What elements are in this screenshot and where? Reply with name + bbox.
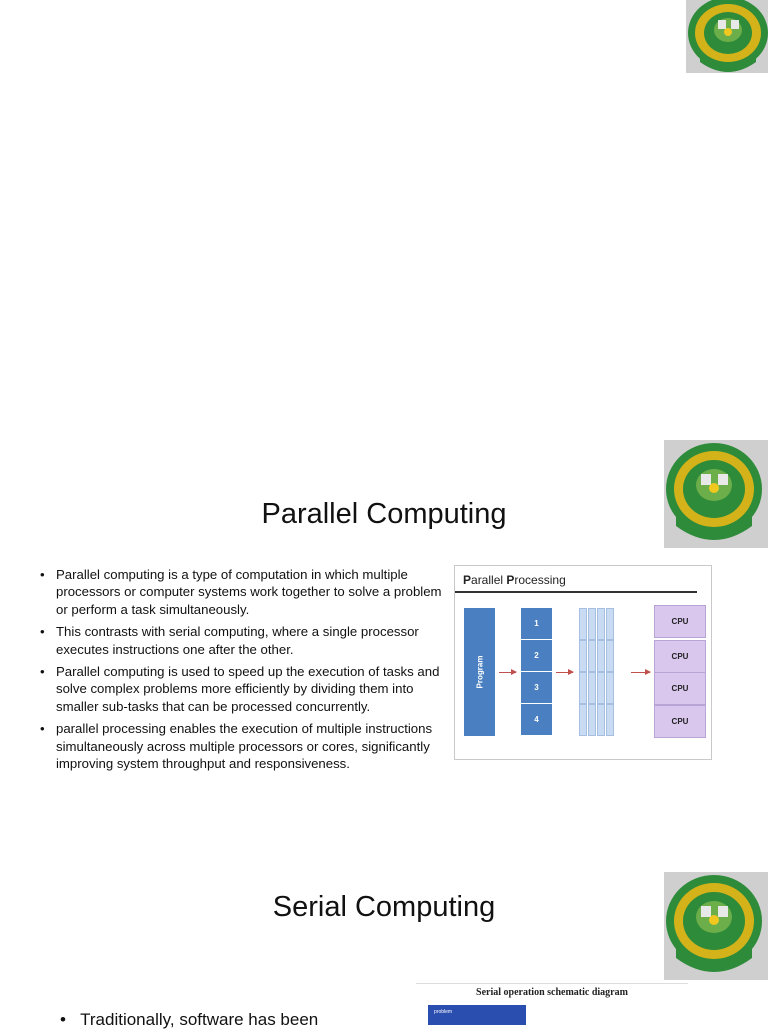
cpu-block: CPU <box>654 672 706 705</box>
subtask-block <box>588 672 596 704</box>
serial-schematic-diagram <box>416 983 688 1025</box>
bullet-list <box>40 566 450 777</box>
subtask-block <box>588 640 596 672</box>
bullet-icon: • <box>40 567 45 582</box>
task-block: 1 <box>521 608 552 640</box>
subtask-block <box>597 672 605 704</box>
diagram-title: Serial operation schematic diagram <box>476 987 628 998</box>
list-item: • Traditionally, software has been <box>60 1010 319 1029</box>
subtask-block <box>606 640 614 672</box>
subtask-block <box>579 640 587 672</box>
arrow-icon <box>556 672 573 673</box>
bullet-icon: • <box>40 664 45 680</box>
cpu-block: CPU <box>654 705 706 738</box>
divider <box>455 591 697 593</box>
subtask-block <box>579 704 587 736</box>
arrow-icon <box>499 672 516 673</box>
subtask-block <box>597 704 605 736</box>
task-block: 2 <box>521 640 552 672</box>
subtask-block <box>606 704 614 736</box>
list-item: • Parallel computing is a type of computation in which multiple processors or computer systems work together to solve a problem or perform a task simultaneously. <box>40 567 442 617</box>
subtask-block <box>597 640 605 672</box>
parallel-processing-diagram <box>454 565 712 760</box>
list-item: • Parallel computing is used to speed up the execution of tasks and solve complex problems more efficiently by dividing them into smaller sub-tasks that can be processed concurrently. <box>40 664 440 714</box>
problem-block: problem <box>428 1005 526 1025</box>
cpu-block: CPU <box>654 640 706 673</box>
subtask-block <box>606 672 614 704</box>
bullet-icon: • <box>40 721 45 737</box>
subtask-block <box>597 608 605 640</box>
futo-logo <box>686 0 768 73</box>
task-block: 4 <box>521 704 552 736</box>
futo-logo <box>664 440 768 548</box>
slide-title: Serial Computing <box>272 891 496 923</box>
list-item: • parallel processing enables the execution of multiple instructions simultaneously across multiple processors or cores, significantly improving system throughput and responsiveness. <box>40 721 433 772</box>
subtask-block <box>579 608 587 640</box>
program-block: Program <box>464 608 495 736</box>
slide-title: Parallel Computing <box>261 498 507 530</box>
list-item: • This contrasts with serial computing, where a single processor executes instructions one after the other. <box>40 624 419 657</box>
subtask-block <box>606 608 614 640</box>
diagram-title: Parallel Processing <box>463 573 566 587</box>
subtask-block <box>588 704 596 736</box>
cpu-block: CPU <box>654 605 706 638</box>
bullet-icon: • <box>60 1010 66 1029</box>
bullet-icon: • <box>40 624 45 640</box>
subtask-block <box>588 608 596 640</box>
arrow-icon <box>631 672 650 673</box>
subtask-block <box>579 672 587 704</box>
task-block: 3 <box>521 672 552 704</box>
futo-logo <box>664 872 768 980</box>
